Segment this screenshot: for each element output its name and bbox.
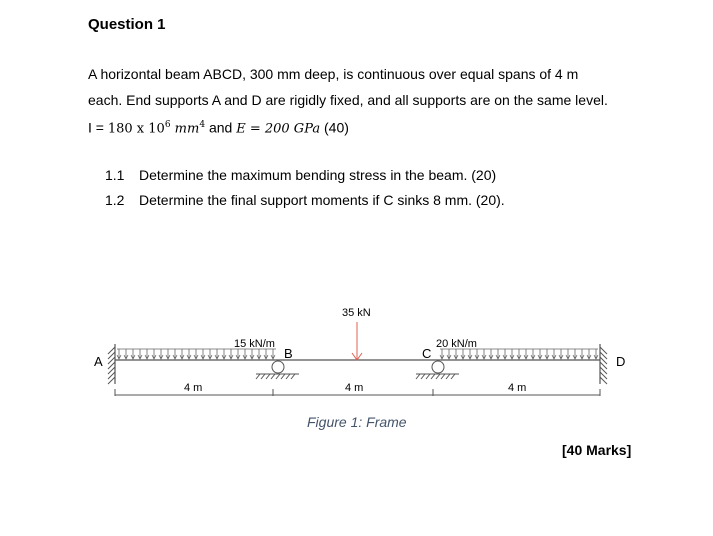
fixed-support-a [108,344,115,384]
udl-arrow [138,349,142,359]
udl-arrow [524,349,528,359]
udl-arrow [538,349,542,359]
point-load-arrow [352,322,362,360]
udl-arrow [264,349,268,359]
udl-arrow [517,349,521,359]
udl-arrow [257,349,261,359]
udl-arrow [222,349,226,359]
sub-question-number: 1.2 [105,192,125,208]
udl-arrow [461,349,465,359]
udl-arrow [573,349,577,359]
udl-arrow [243,349,247,359]
udl-arrow [229,349,233,359]
udl-right-arrows [440,349,598,359]
udl-arrow [271,349,275,359]
udl-arrow [440,349,444,359]
udl-arrow [131,349,135,359]
udl-arrow [166,349,170,359]
udl-arrow [215,349,219,359]
udl-arrow [236,349,240,359]
fixed-support-d [600,344,607,384]
sub-question-number: 1.1 [105,167,125,183]
udl-arrow [475,349,479,359]
udl-left-label: 15 kN/m [234,338,275,350]
sub-question-text: Determine the maximum bending stress in the beam. (20) [139,167,497,183]
udl-arrow [545,349,549,359]
udl-arrow [159,349,163,359]
udl-arrow [552,349,556,359]
total-marks: [40 Marks] [562,442,632,458]
support-label-d: D [616,354,626,369]
udl-arrow [503,349,507,359]
udl-arrow [594,349,598,359]
inertia-value: 180 x 10 [107,121,165,137]
inertia-prefix: I = [88,119,108,136]
question-text-line-2: each. End supports A and D are rigidly fixed, and all supports are on the same level. [88,92,608,108]
udl-arrow [447,349,451,359]
and-text: and [205,119,237,136]
udl-arrow [587,349,591,359]
udl-arrow [482,349,486,359]
support-label-a: A [94,354,103,369]
udl-arrow [566,349,570,359]
span-label-ab: 4 m [184,382,203,394]
roller-support-c [416,361,459,379]
udl-arrow [124,349,128,359]
udl-right-label: 20 kN/m [436,338,477,350]
roller-support-b [256,361,299,379]
udl-arrow [187,349,191,359]
udl-left-arrows [117,349,275,359]
udl-arrow [580,349,584,359]
question-title: Question 1 [88,16,166,33]
span-label-bc: 4 m [345,382,364,394]
line3-marks: (40) [320,119,349,136]
question-text-line-1: A horizontal beam ABCD, 300 mm deep, is continuous over equal spans of 4 m [88,66,579,82]
udl-arrow [180,349,184,359]
modulus-expression: E = 200 GPa [236,121,321,137]
span-label-cd: 4 m [508,382,527,394]
udl-arrow [559,349,563,359]
udl-arrow [489,349,493,359]
point-load-label: 35 kN [342,307,371,319]
udl-arrow [173,349,177,359]
inertia-unit: mm [170,121,200,137]
udl-arrow [201,349,205,359]
udl-arrow [145,349,149,359]
udl-arrow [194,349,198,359]
udl-arrow [152,349,156,359]
figure-caption: Figure 1: Frame [307,414,407,430]
inertia-unit-exponent: 4 [199,120,206,130]
udl-arrow [208,349,212,359]
support-label-c: C [422,346,432,361]
sub-question-text: Determine the final support moments if C sinks 8 mm. (20). [139,192,505,208]
udl-arrow [454,349,458,359]
udl-arrow [468,349,472,359]
support-label-b: B [284,346,293,361]
inertia-exponent: 6 [164,120,171,130]
udl-arrow [496,349,500,359]
udl-arrow [531,349,535,359]
udl-arrow [117,349,121,359]
udl-arrow [510,349,514,359]
udl-arrow [250,349,254,359]
